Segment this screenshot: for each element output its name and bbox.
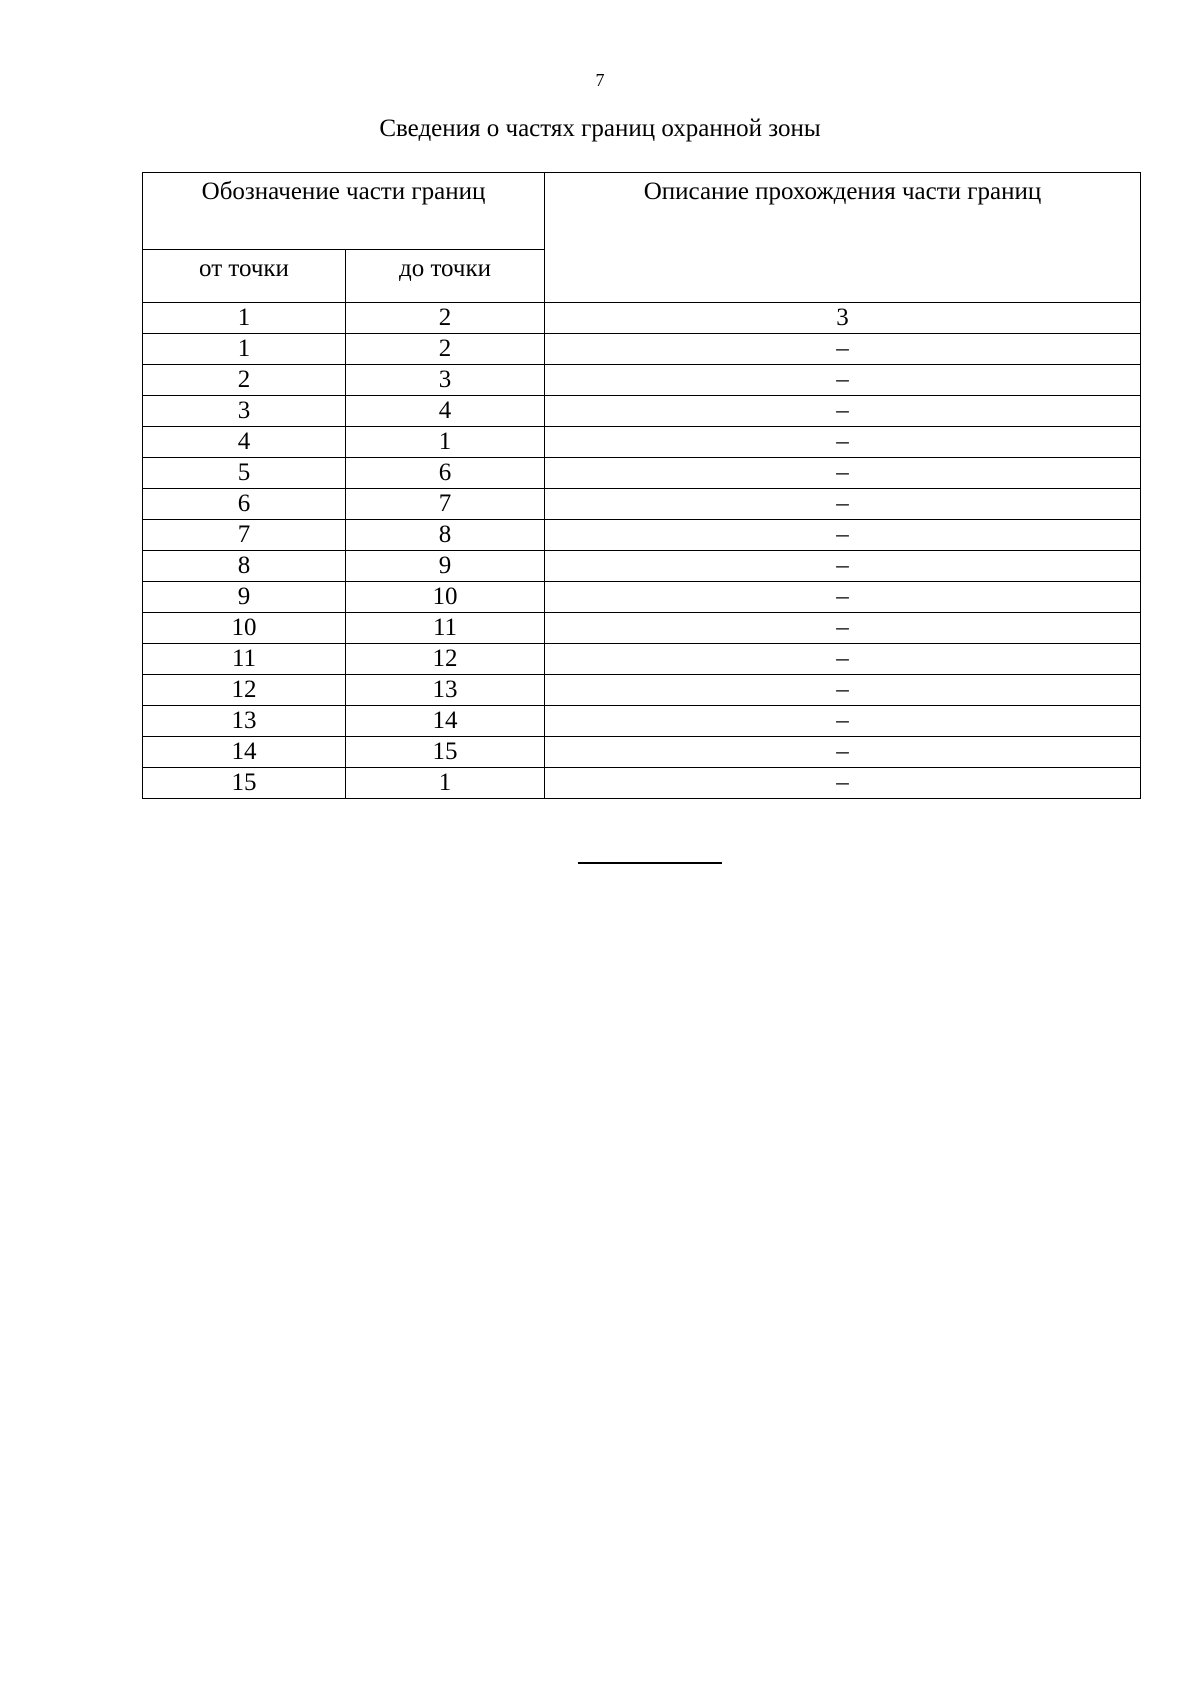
cell-to-point: 1 xyxy=(346,768,545,799)
cell-from-point: 3 xyxy=(143,396,346,427)
cell-from-point: 7 xyxy=(143,520,346,551)
cell-from-point: 9 xyxy=(143,582,346,613)
table-row xyxy=(143,458,1141,489)
table-row xyxy=(143,768,1141,799)
cell-to-point: 2 xyxy=(346,334,545,365)
table-row xyxy=(143,613,1141,644)
cell-description: – xyxy=(545,334,1141,365)
table-row xyxy=(143,334,1141,365)
table-row xyxy=(143,365,1141,396)
cell-description: – xyxy=(545,613,1141,644)
cell-description: – xyxy=(545,644,1141,675)
cell-to-point: 15 xyxy=(346,737,545,768)
page-title: Сведения о частях границ охранной зоны xyxy=(379,115,821,142)
cell-from-point: 12 xyxy=(143,675,346,706)
header-from-point: от точки xyxy=(143,250,346,303)
table-row xyxy=(143,706,1141,737)
table-row xyxy=(143,489,1141,520)
cell-from-point: 8 xyxy=(143,551,346,582)
header-boundary-designation: Обозначение части границ xyxy=(143,173,545,250)
cell-description: – xyxy=(545,458,1141,489)
cell-to-point: 4 xyxy=(346,396,545,427)
header-boundary-description: Описание прохождения части границ xyxy=(545,173,1141,303)
cell-description: – xyxy=(545,582,1141,613)
cell-from-point: 13 xyxy=(143,706,346,737)
cell-from-point: 6 xyxy=(143,489,346,520)
table-row xyxy=(143,396,1141,427)
page-number: 7 xyxy=(595,70,605,90)
cell-description: – xyxy=(545,365,1141,396)
cell-description: – xyxy=(545,737,1141,768)
cell-to-point: 3 xyxy=(346,365,545,396)
cell-to-point: 13 xyxy=(346,675,545,706)
end-divider-line xyxy=(578,862,722,864)
cell-to-point: 11 xyxy=(346,613,545,644)
cell-to-point: 9 xyxy=(346,551,545,582)
table-row xyxy=(143,551,1141,582)
cell-from-point: 15 xyxy=(143,768,346,799)
cell-to-point: 7 xyxy=(346,489,545,520)
cell-to-point: 10 xyxy=(346,582,545,613)
cell-to-point: 8 xyxy=(346,520,545,551)
cell-description: – xyxy=(545,706,1141,737)
cell-from-point: 4 xyxy=(143,427,346,458)
column-number: 1 xyxy=(143,303,346,334)
cell-to-point: 6 xyxy=(346,458,545,489)
column-number-row xyxy=(143,303,1141,334)
cell-description: – xyxy=(545,675,1141,706)
table-row xyxy=(143,582,1141,613)
cell-from-point: 11 xyxy=(143,644,346,675)
table-row xyxy=(143,520,1141,551)
cell-from-point: 10 xyxy=(143,613,346,644)
cell-from-point: 1 xyxy=(143,334,346,365)
column-number: 3 xyxy=(545,303,1141,334)
cell-description: – xyxy=(545,551,1141,582)
cell-description: – xyxy=(545,396,1141,427)
boundary-parts-table xyxy=(142,172,1141,799)
table-row xyxy=(143,644,1141,675)
header-to-point: до точки xyxy=(346,250,545,303)
cell-description: – xyxy=(545,489,1141,520)
cell-to-point: 14 xyxy=(346,706,545,737)
column-number: 2 xyxy=(346,303,545,334)
cell-description: – xyxy=(545,520,1141,551)
cell-from-point: 14 xyxy=(143,737,346,768)
cell-from-point: 2 xyxy=(143,365,346,396)
table-row xyxy=(143,427,1141,458)
table-row xyxy=(143,737,1141,768)
cell-description: – xyxy=(545,427,1141,458)
cell-from-point: 5 xyxy=(143,458,346,489)
cell-description: – xyxy=(545,768,1141,799)
cell-to-point: 12 xyxy=(346,644,545,675)
table-row xyxy=(143,675,1141,706)
cell-to-point: 1 xyxy=(346,427,545,458)
